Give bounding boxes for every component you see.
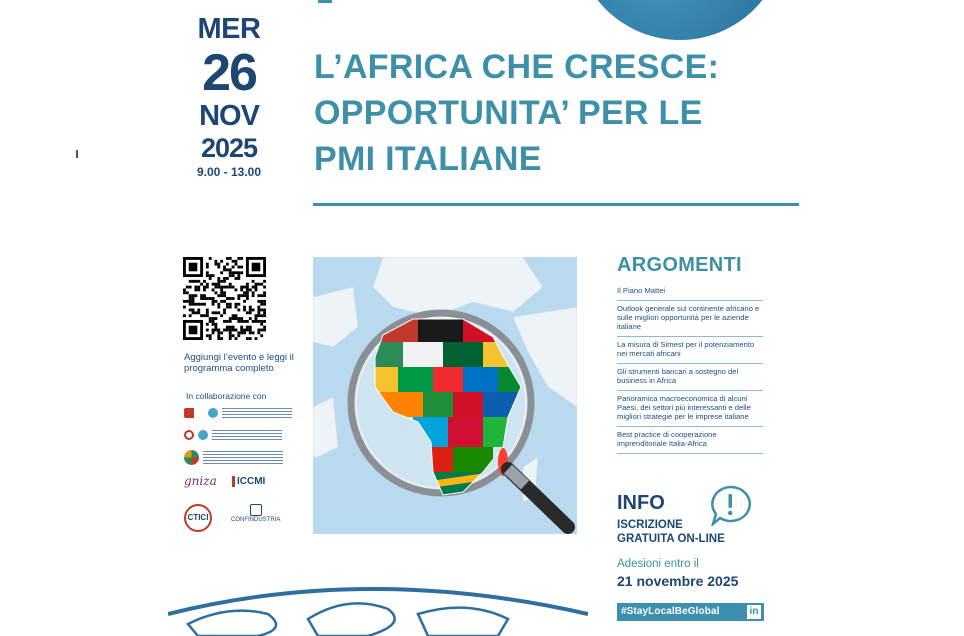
bottom-globe-illustration [168,574,588,636]
logo-text: gniza [184,474,217,488]
date-weekday: MER [197,13,261,45]
top-accent [318,0,332,3]
linkedin-icon[interactable]: in [747,605,761,619]
title-line: L’AFRICA CHE CRESCE: [314,48,720,86]
title-line: PMI ITALIANE [314,140,542,178]
partner-logo [184,430,282,440]
topics-panel [617,254,763,454]
topic-item: La misura di Simest per il potenziamento nei mercati africani [617,337,763,364]
deadline-date: 21 novembre 2025 [617,573,739,589]
date-year: 2025 [200,133,258,163]
logo-text: CONFINDUSTRIA [231,517,281,523]
topic-item: Il Piano Mattei [617,283,763,301]
qr-code[interactable] [183,257,266,340]
topics-heading: ARGOMENTI [617,254,742,276]
topic-item: Best practice di cooperazione imprenditoriale Italia-Africa [617,427,763,454]
logo-text: CTICI [184,504,212,532]
date-day: 26 [202,44,256,102]
event-time: 9.00 - 13.00 [196,165,262,179]
deadline-label: Adesioni entro il [617,558,699,570]
logo-text: ICCMI [232,476,265,487]
partner-logo-ctici [184,504,212,532]
hashtag-text: #StayLocalBeGlobal [621,606,720,617]
partner-logo-iccmi [232,476,265,487]
title-line: OPPORTUNITA’ PER LE [314,94,703,132]
event-date [188,12,270,180]
header-globe-arc [575,0,785,40]
topic-item: Outlook generale sul continente africano e sulle migliori opportunità per le aziende italiane [617,301,763,337]
africa-map-illustration [313,257,577,534]
title-divider [313,203,799,206]
eagle-icon [250,504,262,516]
info-heading: INFO [617,492,665,514]
collaboration-label: In collaborazione con [186,391,267,401]
topic-item: Panoramica macroeconomica di alcuni Paesi, dei settori più interessanti e delle migliori strategie per le imprese italiane [617,391,763,427]
registration-line: ISCRIZIONE [617,519,683,531]
partner-logo [184,450,283,465]
partner-logo [184,408,292,418]
edge-mark [76,150,78,158]
hashtag-banner[interactable] [617,603,764,621]
topic-item: Gli strumenti bancari a sostegno del business in Africa [617,364,763,391]
registration-info [617,518,725,546]
partner-logo-confindustria [231,504,280,523]
date-month: NOV [199,100,259,132]
event-title [314,44,784,182]
partner-logo-gniza [184,474,217,488]
registration-line: GRATUITA ON-LINE [617,533,725,545]
qr-caption: Aggiungi l’evento e leggi il programma completo [184,352,294,374]
